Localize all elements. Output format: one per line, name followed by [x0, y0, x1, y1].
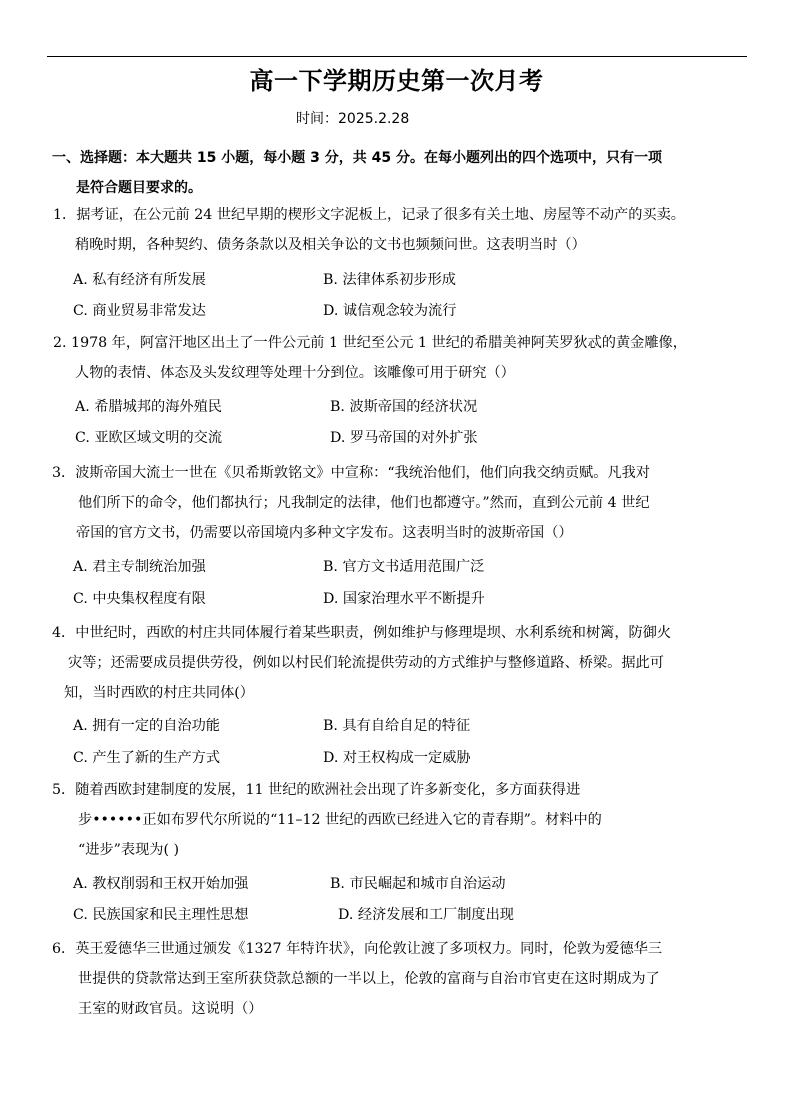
question-text-line: 4．中世纪时，西欧的村庄共同体履行着某些职责，例如维护与修理堤坝、水利系统和树篱，防御火 — [52, 625, 672, 641]
option-a: A. 拥有一定的自治功能 — [73, 718, 220, 734]
question-2 — [53, 328, 753, 388]
option-d: D. 经济发展和工厂制度出现 — [338, 907, 514, 923]
question-text-line: 5．随着西欧封建制度的发展，11 世纪的欧洲社会出现了许多新变化，多方面获得进 — [52, 782, 581, 798]
question-4 — [52, 618, 752, 708]
option-c: C. 商业贸易非常发达 — [73, 303, 206, 319]
option-d: D. 对王权构成一定威胁 — [323, 750, 471, 766]
option-b: B. 官方文书适用范围广泛 — [323, 559, 485, 575]
section-heading — [52, 143, 752, 203]
page-title: 高一下学期历史第一次月考 — [249, 67, 544, 95]
question-text-line: 3．波斯帝国大流士一世在《贝希斯敦铭文》中宣称：“我统治他们，他们向我交纳贡赋。凡我对 — [52, 465, 650, 481]
question-text-line: 帝国的官方文书，仍需要以帝国境内多种文字发布。这表明当时的波斯帝国（） — [76, 525, 573, 541]
option-d: D. 罗马帝国的对外扩张 — [330, 430, 478, 446]
option-b: B. 法律体系初步形成 — [323, 272, 456, 288]
section-heading-line: 一、选择题：本大题共 15 小题，每小题 3 分，共 45 分。在每小题列出的四个选项中，只有一项 — [52, 150, 662, 166]
option-c: C. 亚欧区域文明的交流 — [75, 430, 223, 446]
question-text-line: 2. 1978 年，阿富汗地区出土了一件公元前 1 世纪至公元 1 世纪的希腊美神阿芙罗狄忒的黄金雕像， — [53, 335, 687, 351]
exam-date: 时间：2025.2.28 — [296, 111, 410, 127]
question-6 — [52, 934, 752, 1024]
question-text-line: 世提供的贷款常达到王室所获贷款总额的一半以上，伦敦的富商与自治市官吏在这时期成为了 — [78, 971, 660, 987]
option-b: B. 波斯帝国的经济状况 — [330, 399, 478, 415]
option-a: A. 教权削弱和王权开始加强 — [73, 876, 249, 892]
question-text-line: “进步”表现为( ) — [78, 842, 180, 858]
header-rule — [47, 56, 747, 57]
question-3 — [52, 458, 752, 548]
question-text-line: 知，当时西欧的村庄共同体(） — [64, 685, 254, 701]
question-text-line: 6．英王爱德华三世通过颁发《1327 年特许状》，向伦敦让渡了多项权力。同时，伦敦为爱德华三 — [52, 941, 663, 957]
question-text-line: 1．据考证，在公元前 24 世纪早期的楔形文字泥板上，记录了很多有关土地、房屋等不动产的买卖。 — [53, 207, 685, 223]
question-text-line: 灾等；还需要成员提供劳役，例如以村民们轮流提供劳动的方式维护与整修道路、桥梁。据此可 — [68, 655, 664, 671]
option-a: A. 私有经济有所发展 — [73, 272, 206, 288]
section-heading-line: 是符合题目要求的。 — [76, 180, 202, 196]
option-b: B. 市民崛起和城市自治运动 — [330, 876, 506, 892]
question-text-line: 王室的财政官员。这说明（） — [78, 1001, 263, 1017]
question-text-line: 人物的表情、体态及头发纹理等处理十分到位。该雕像可用于研究（） — [75, 365, 515, 381]
question-text-line: 稍晚时期，各种契约、债务条款以及相关争讼的文书也频频问世。这表明当时（） — [75, 237, 586, 253]
option-b: B. 具有自给自足的特征 — [323, 718, 471, 734]
option-d: D. 国家治理水平不断提升 — [323, 591, 485, 607]
question-5 — [52, 775, 752, 865]
option-c: C. 中央集权程度有限 — [73, 591, 206, 607]
question-text-line: 步••••••正如布罗代尔所说的“11–12 世纪的西欧已经进入它的青春期”。材料中的 — [78, 812, 602, 828]
option-a: A. 希腊城邦的海外殖民 — [75, 399, 222, 415]
question-text-line: 他们所下的命令，他们都执行；凡我制定的法律，他们也都遵守。”然而，直到公元前 4 世纪 — [78, 495, 650, 511]
option-c: C. 民族国家和民主理性思想 — [73, 907, 249, 923]
question-1 — [53, 200, 753, 260]
option-a: A. 君主专制统治加强 — [73, 559, 206, 575]
option-c: C. 产生了新的生产方式 — [73, 750, 221, 766]
option-d: D. 诚信观念较为流行 — [323, 303, 457, 319]
